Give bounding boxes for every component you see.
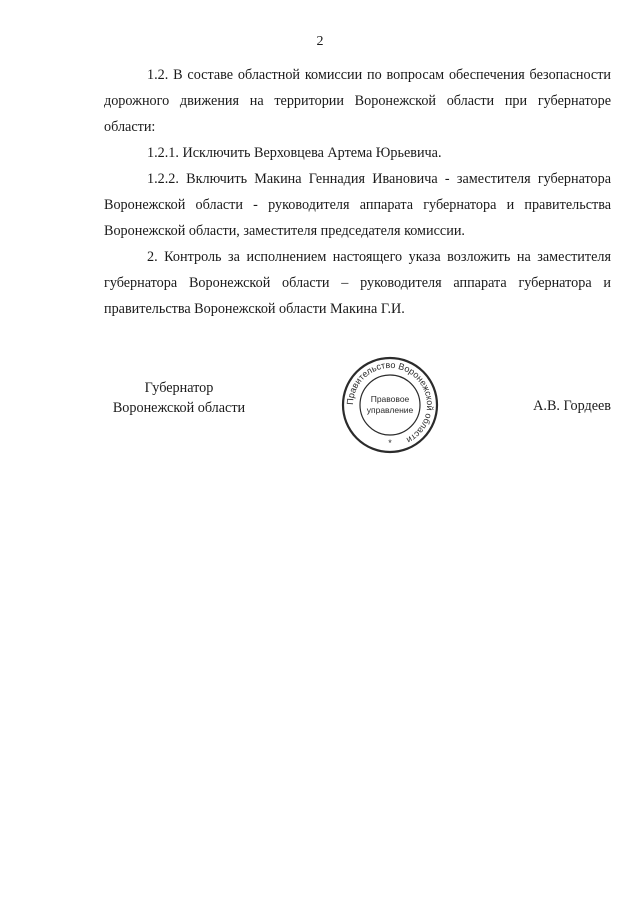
seal-inner-line2: управление — [366, 405, 414, 415]
official-seal-stamp — [340, 355, 440, 455]
signatory-name: А.В. Гордеев — [533, 398, 611, 414]
page-number: 2 — [316, 34, 324, 49]
signatory-title-line1: Губернатор — [144, 380, 214, 396]
paragraph-1-2-2: 1.2.2. Включить Макина Геннадия Ивановича - заместителя губернатора Воронежской области - руководителя аппарата губернатора и правительства Воронежской области, заместителя председателя комиссии. — [104, 171, 611, 239]
signatory-title — [104, 378, 254, 418]
seal-outer-text: Правительство Воронежской области — [344, 359, 436, 446]
seal-star: * — [388, 438, 392, 448]
signatory-title-line2: Воронежской области — [112, 400, 246, 416]
paragraph-1-2: 1.2. В составе областной комиссии по вопросам обеспечения безопасности дорожного движения на территории Воронежской области при губернаторе области: — [104, 67, 611, 135]
seal-inner-line1: Правовое — [370, 394, 410, 404]
paragraph-1-2-1: 1.2.1. Исключить Верховцева Артема Юрьевича. — [147, 145, 442, 161]
paragraph-2: 2. Контроль за исполнением настоящего указа возложить на заместителя губернатора Воронежской области – руководителя аппарата губернатора и правительства Воронежской области Макина Г.И. — [104, 249, 611, 317]
document-body — [104, 62, 611, 322]
